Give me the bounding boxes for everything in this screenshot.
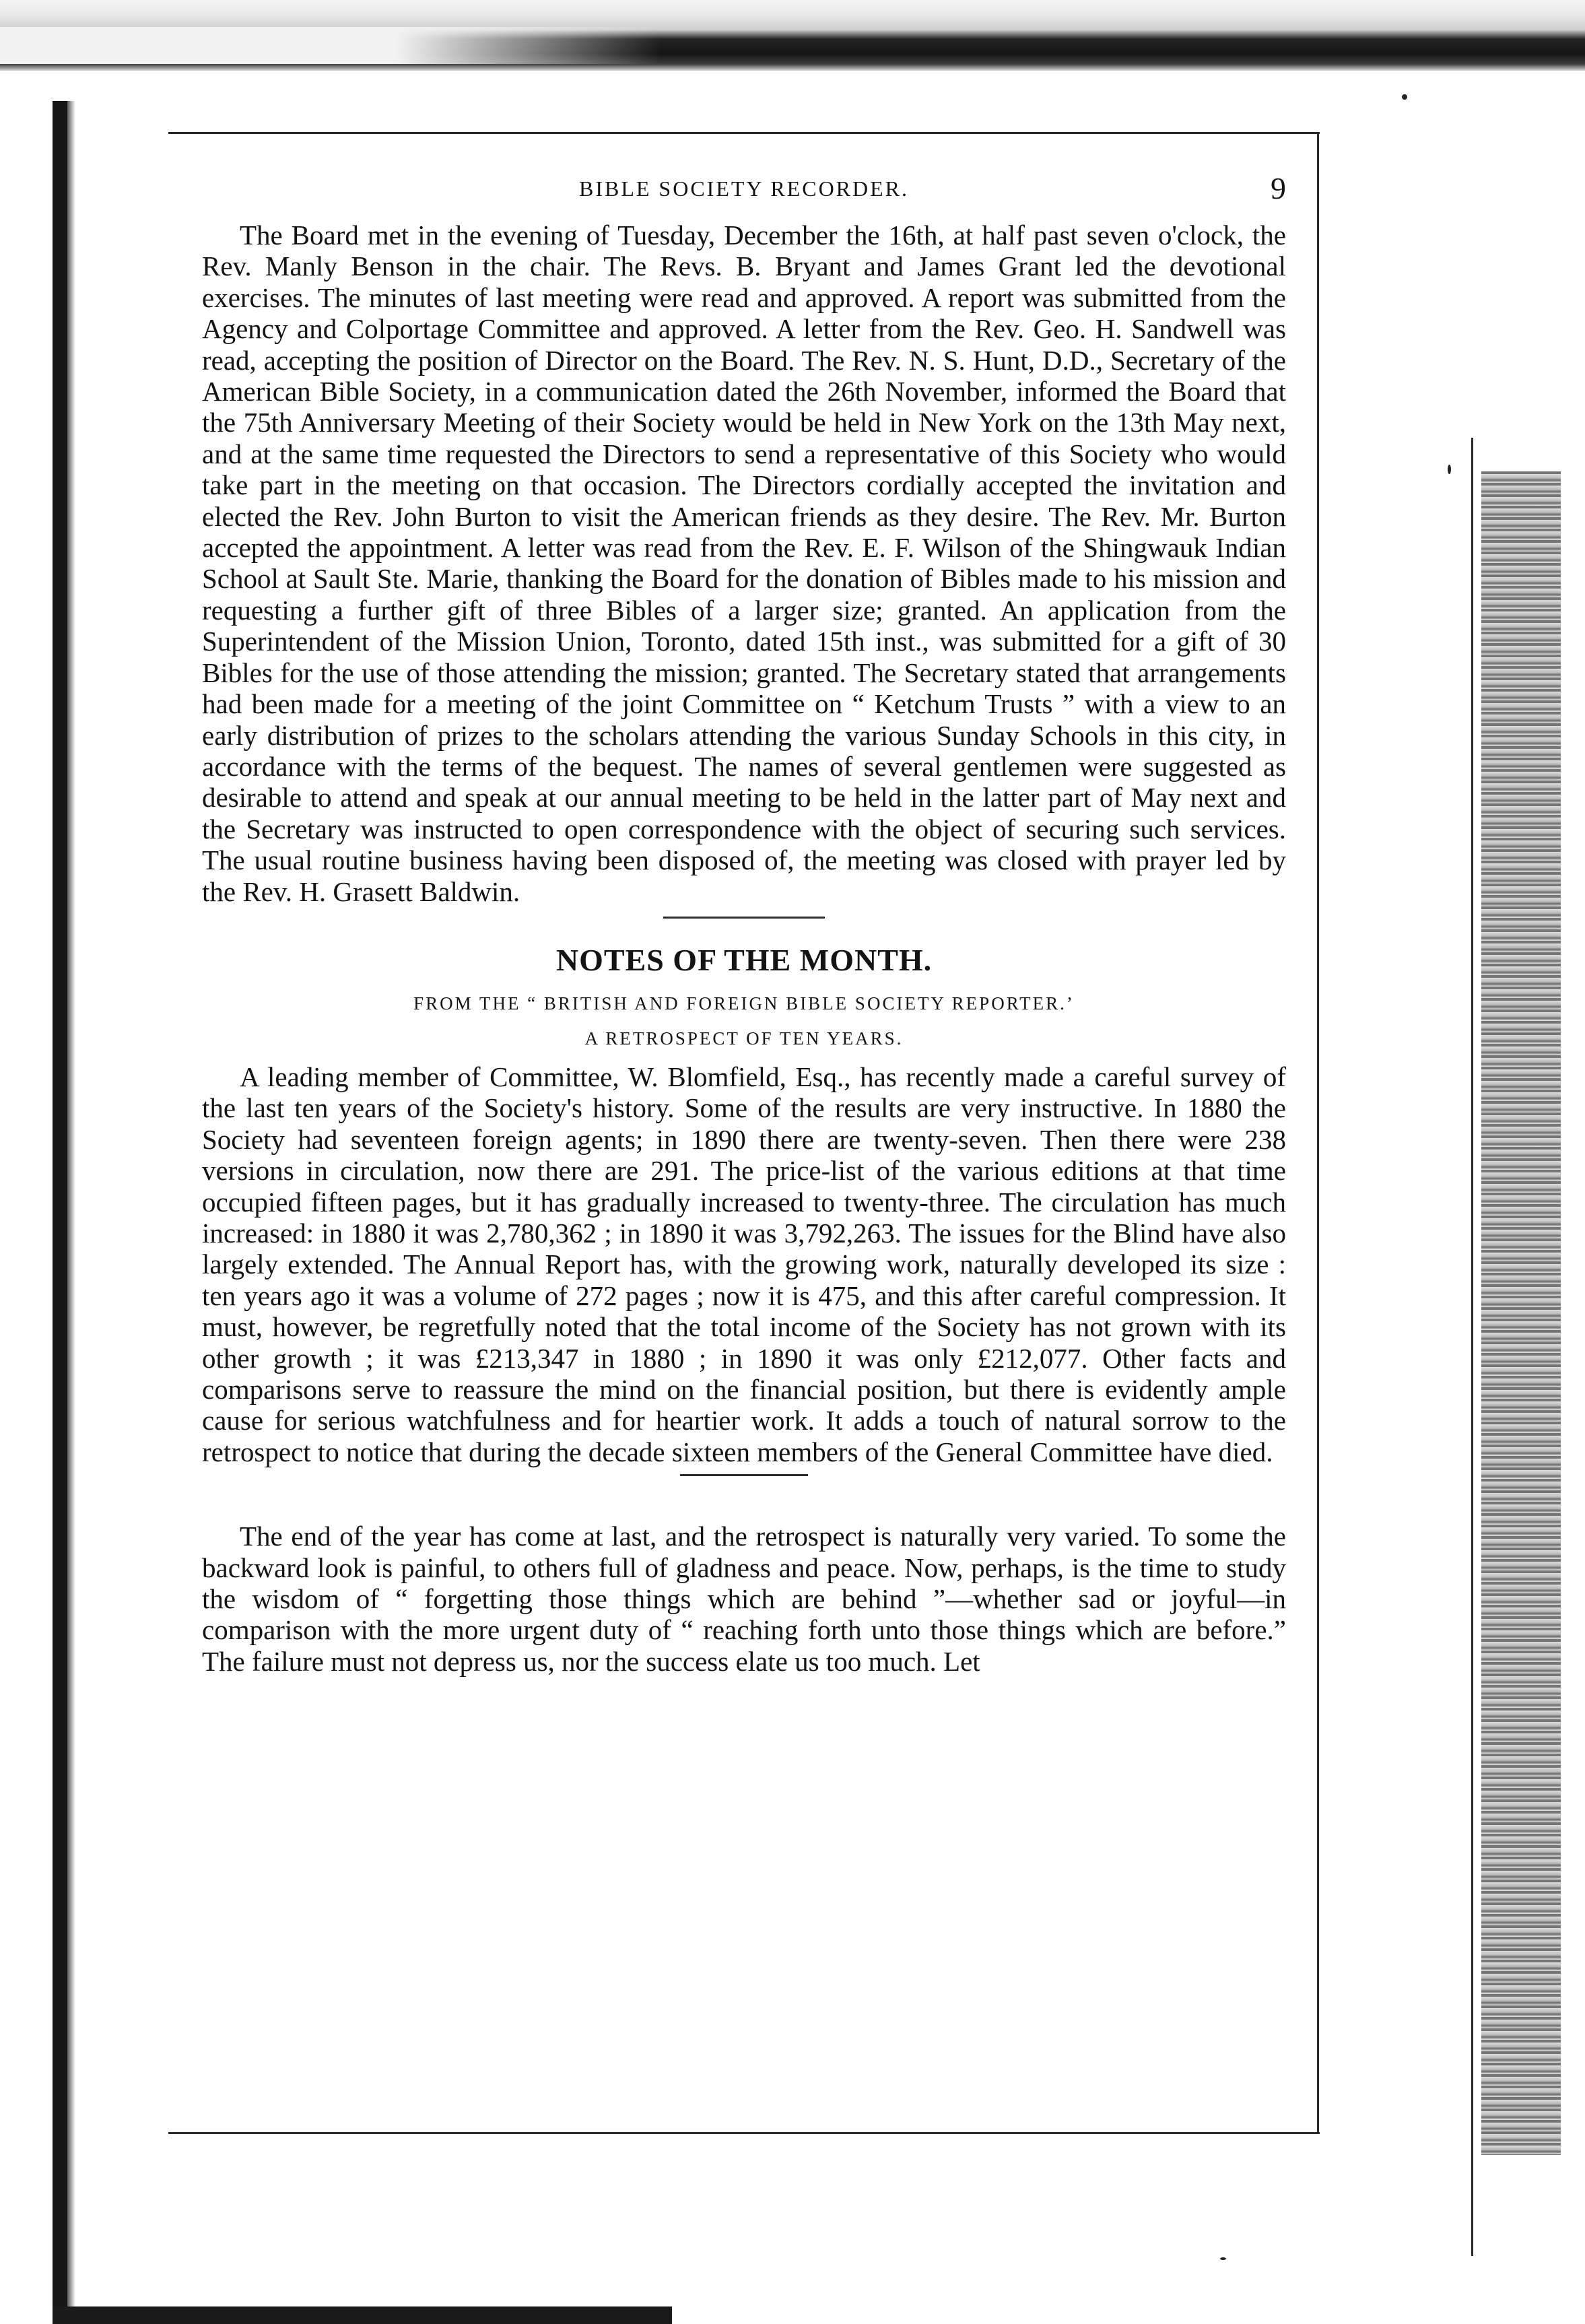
- scan-right-line: [1471, 438, 1473, 2256]
- frame-right-rule: [1317, 132, 1319, 2132]
- scan-speck: [1402, 94, 1407, 100]
- frame-top-rule: [168, 132, 1320, 134]
- text-column: [202, 168, 1286, 1677]
- scan-right-edge: [1481, 471, 1561, 2155]
- running-head: [202, 168, 1286, 209]
- scan-left-shadow: [67, 101, 75, 2324]
- section-heading: NOTES OF THE MONTH.: [555, 942, 933, 977]
- page-number: 9: [1271, 171, 1286, 205]
- scan-speck: [1448, 465, 1451, 474]
- scan-top-fade: [0, 27, 660, 64]
- scan-speck: [1220, 2257, 1226, 2260]
- retrospect-paragraph: A leading member of Committee, W. Blomfield, Esq., has recently made a careful survey of the last ten years of the Society's history. Some of the results are very instructive. In 1880 the Society had seventeen foreign agents; in 1890 there are twenty-seven. Then there were 238 versions in circulation, now there are 291. The price-list of the various editions at that time occupied fifteen pages, but it has gradually increased to twenty-three. The circulation has much increased: in 1880 it was 2,780,362 ; in 1890 it was 3,792,263. The issues for the Blind have also largely extended. The Annual Report has, with the growing work, naturally developed its size : ten years ago it was a volume of 272 pages ; now it is 475, and this after careful compression. It must, however, be regretfully noted that the total income of the Society has not grown with its other growth ; it was £213,347 in 1880 ; in 1890 it was only £212,077. Other facts and comparisons serve to reassure the mind on the financial position, but there is evidently ample cause for serious watchfulness and for heartier work. It adds a touch of natural sorrow to the retrospect to notice that during the decade sixteen members of the General Committee have died.: [202, 1061, 1286, 1467]
- running-title: BIBLE SOCIETY RECORDER.: [578, 176, 910, 201]
- separator-rule: [663, 917, 825, 919]
- scan-bottom-edge: [53, 2306, 672, 2324]
- board-meeting-paragraph: The Board met in the evening of Tuesday, December the 16th, at half past seven o'clock, the Rev. Manly Benson in the chair. The Revs. B. Bryant and James Grant led the devotional exercises. The minutes of last meeting were read and approved. A report was submitted from the Agency and Colportage Committee and approved. A letter from the Rev. Geo. H. Sandwell was read, accepting the position of Director on the Board. The Rev. N. S. Hunt, D.D., Secretary of the American Bible Society, in a communication dated the 26th November, informed the Board that the 75th Anniversary Meeting of their Society would be held in New York on the 13th May next, and at the same time requested the Directors to send a representative of this Society who would take part in the meeting on that occasion. The Directors cordially accepted the invitation and elected the Rev. John Burton to visit the American friends as they desire. The Rev. Mr. Burton accepted the appointment. A letter was read from the Rev. E. F. Wilson of the Shingwauk Indian School at Sault Ste. Marie, thanking the Board for the donation of Bibles made to his mission and requesting a further gift of three Bibles of a larger size; granted. An application from the Superintendent of the Mission Union, Toronto, dated 15th inst., was submitted for a gift of 30 Bibles for the use of those attending the mission; granted. The Secretary stated that arrangements had been made for a meeting of the joint Committee on “ Ketchum Trusts ” with a view to an early distribution of prizes to the scholars attending the various Sunday Schools in this city, in accordance with the terms of the bequest. The names of several gentlemen were suggested as desirable to attend and speak at our annual meeting to be held in the latter part of May next and the Secretary was instructed to open correspondence with the object of securing such services. The usual routine business having been disposed of, the meeting was closed with prayer led by the Rev. H. Grasett Baldwin.: [202, 220, 1286, 907]
- article-title: A RETROSPECT OF TEN YEARS.: [584, 1028, 904, 1049]
- source-line: FROM THE “ BRITISH AND FOREIGN BIBLE SOCIETY REPORTER.’: [413, 993, 1075, 1014]
- frame-bottom-rule: [168, 2132, 1320, 2134]
- separator-rule-2: [680, 1474, 808, 1476]
- year-end-paragraph: The end of the year has come at last, and the retrospect is naturally very varied. To some the backward look is painful, to others full of gladness and peace. Now, perhaps, is the time to study the wisdom of “ forgetting those things which are behind ”—whether sad or joyful—in comparison with the more urgent duty of “ reaching forth unto those things which are before.” The failure must not depress us, nor the success elate us too much. Let: [202, 1521, 1286, 1677]
- scan-left-edge: [53, 101, 67, 2324]
